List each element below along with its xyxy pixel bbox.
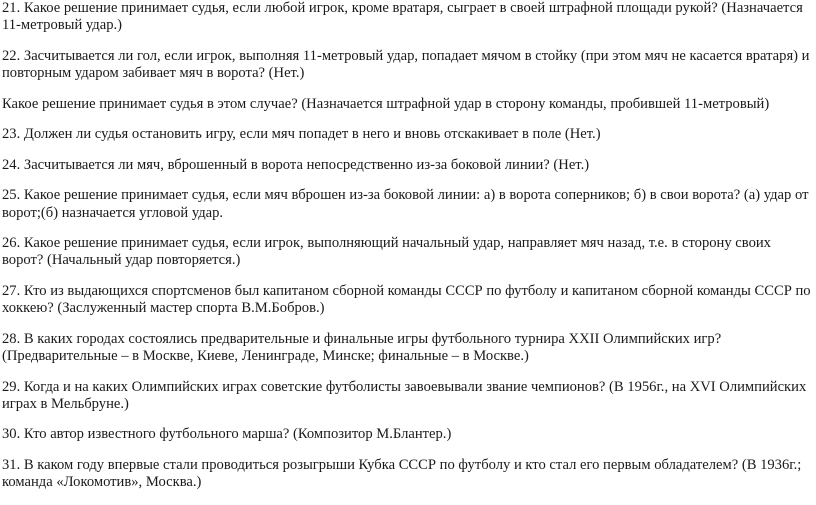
question-23: 23. Должен ли судья остановить игру, если мяч попадет в него и вновь отскакивает в поле (Нет.) — [2, 126, 601, 143]
question-31: 31. В каком году впервые стали проводиться розыгрыши Кубка СССР по футболу и кто стал его первым обладателем? (В 1936г.; команда «Локомотив», Москва.) — [2, 456, 802, 491]
question-25: 25. Какое решение принимает судья, если мяч вброшен из-за боковой линии: а) в ворота соперников; б) в свои ворота? (а) удар от ворот;(б) назначается угловой удар. — [2, 187, 809, 221]
question-22: 22. Засчитывается ли гол, если игрок, выполняя 11-метровый удар, попадает мячом в стойку (при этом мяч не касается вратаря) и повторным ударом забивает мяч в ворота? (Нет.) — [2, 47, 810, 81]
question-30: 30. Кто автор известного футбольного марша? (Композитор М.Блантер.) — [2, 426, 452, 443]
question-26: 26. Какое решение принимает судья, если игрок, выполняющий начальный удар, направляет мяч назад, т.е. в сторону своих ворот? (Начальный удар повторяется.) — [2, 235, 771, 269]
question-27: 27. Кто из выдающихся спортсменов был капитаном сборной команды СССР по футболу и капитаном сборной команды СССР по хоккею? (Заслуженный мастер спорта В.М.Бобров.) — [2, 282, 811, 317]
question-24: 24. Засчитывается ли мяч, вброшенный в ворота непосредственно из-за боковой линии? (Нет.) — [2, 156, 590, 173]
question-22-followup: Какое решение принимает судья в этом случае? (Назначается штрафной удар в сторону команды, пробившей 11-метровый) — [2, 95, 770, 112]
question-29: 29. Когда и на каких Олимпийских играх советские футболисты завоевывали звание чемпионов? (В 1956г., на XVI Олимпийских играх в Мельбруне.) — [2, 378, 807, 412]
question-21: 21. Какое решение принимает судья, если любой игрок, кроме вратаря, сыграет в своей штрафной площади рукой? (Назначается 11-метровый удар.) — [2, 0, 803, 34]
question-28: 28. В каких городах состоялись предварительные и финальные игры футбольного турнира XXII Олимпийских игр? (Предварительные – в Москве, Киеве, Ленинграде, Минске; финальные – в Москве.) — [2, 330, 722, 364]
